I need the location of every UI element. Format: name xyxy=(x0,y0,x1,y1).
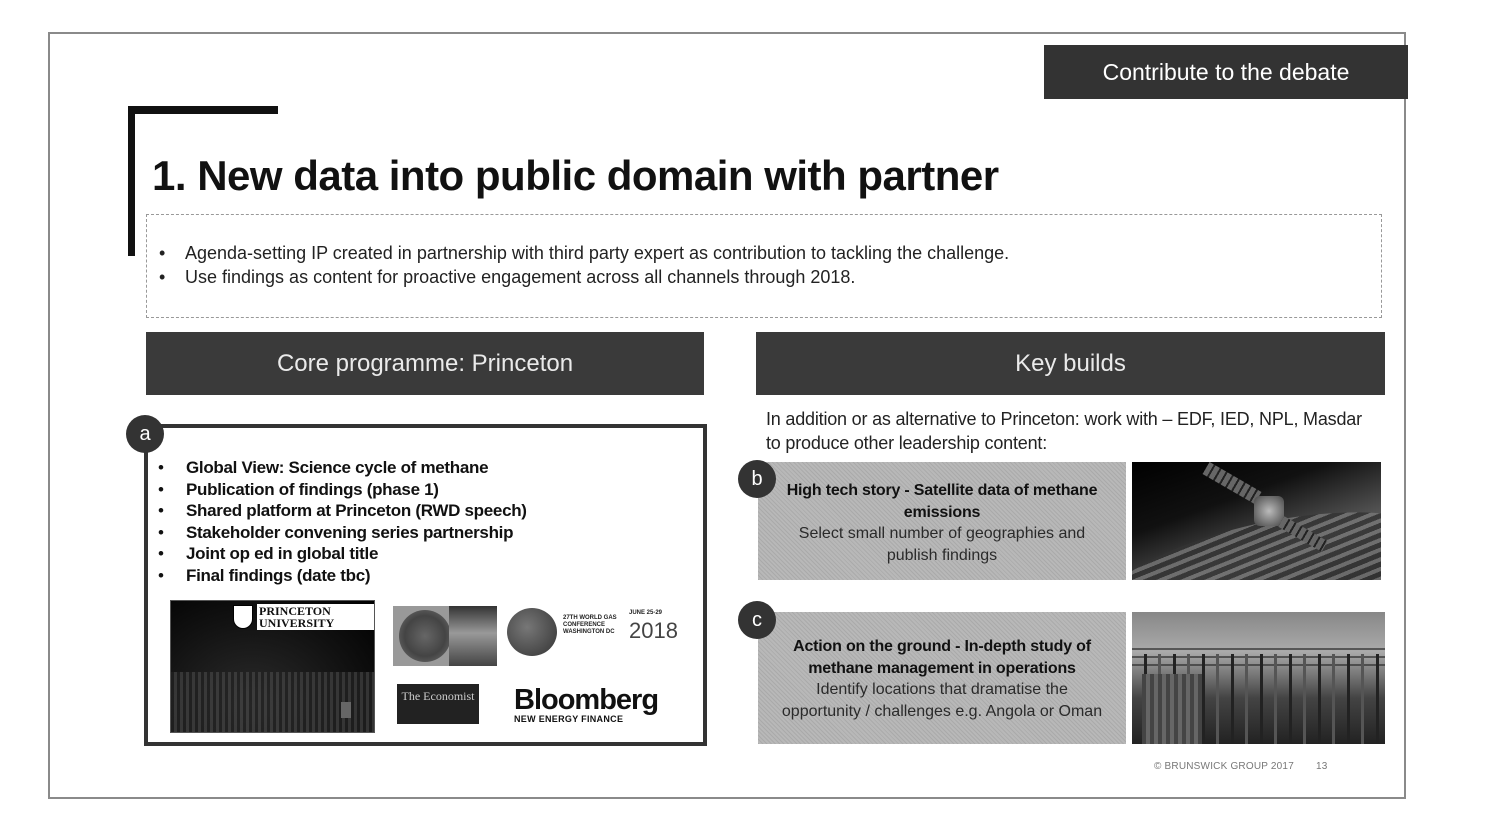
satellite-photo xyxy=(1132,462,1381,580)
satellite-icon xyxy=(1254,496,1284,526)
intro-item-text: Agenda-setting IP created in partnership with third party expert as contribution to tackling the challenge. xyxy=(185,243,1010,263)
bullet-icon: • xyxy=(158,565,164,585)
list-item xyxy=(158,500,527,522)
podium xyxy=(341,702,351,718)
marker-c: c xyxy=(738,601,776,639)
copyright: © BRUNSWICK GROUP 2017 xyxy=(1154,761,1294,772)
princeton-logo-text: PRINCETON UNIVERSITY xyxy=(257,604,374,630)
list-item-text: Stakeholder convening series partnership xyxy=(186,522,514,542)
list-item xyxy=(158,543,527,565)
marker-a: a xyxy=(126,415,164,453)
speaker-portrait xyxy=(449,606,497,666)
solar-panel xyxy=(1203,462,1262,504)
title-bracket-top xyxy=(128,106,278,114)
key-builds-bar: Key builds xyxy=(756,332,1385,395)
princeton-shield-icon xyxy=(233,605,253,629)
section-tag: Contribute to the debate xyxy=(1044,45,1408,99)
card-body: Select small number of geographies and publish findings xyxy=(798,525,1086,564)
list-item xyxy=(158,479,527,501)
core-programme-list xyxy=(158,457,527,587)
card-heading: High tech story - Satellite data of methane emissions xyxy=(786,482,1098,521)
globe-icon xyxy=(507,608,557,656)
bullet-icon: • xyxy=(158,522,164,542)
princeton-photo xyxy=(170,600,375,733)
bullet-icon: • xyxy=(158,458,164,477)
plant-tank xyxy=(1142,674,1202,744)
intro-item-text: Use findings as content for proactive engagement across all channels through 2018. xyxy=(185,267,856,287)
bullet-icon: • xyxy=(159,243,166,263)
list-item xyxy=(158,522,527,544)
economist-logo: The Economist xyxy=(397,684,479,724)
marker-b: b xyxy=(738,460,776,498)
page-number: 13 xyxy=(1315,761,1328,772)
speaker-photo xyxy=(393,606,497,666)
bullet-icon: • xyxy=(158,544,164,564)
bloomberg-logo xyxy=(514,686,674,724)
bullet-icon: • xyxy=(158,501,164,521)
card-satellite xyxy=(758,462,1126,580)
list-item-text: Joint op ed in global title xyxy=(186,544,379,564)
slide-title: 1. New data into public domain with partner xyxy=(152,152,999,199)
core-programme-bar: Core programme: Princeton xyxy=(146,332,704,395)
sun-icon xyxy=(399,610,451,662)
list-item-text: Publication of findings (phase 1) xyxy=(186,479,439,499)
industrial-plant-photo xyxy=(1132,612,1385,744)
intro-item xyxy=(159,265,1381,289)
card-body: Identify locations that dramatise the opportunity / challenges e.g. Angola or Oman xyxy=(781,681,1103,720)
title-bracket-side xyxy=(128,106,135,256)
bloomberg-subtitle: NEW ENERGY FINANCE xyxy=(514,714,624,724)
bullet-icon: • xyxy=(159,267,166,287)
slide xyxy=(48,32,1406,799)
bloomberg-wordmark: Bloomberg xyxy=(514,684,659,716)
bullet-icon: • xyxy=(158,479,164,499)
list-item-text: Global View: Science cycle of methane xyxy=(186,458,489,477)
list-item-text: Final findings (date tbc) xyxy=(186,565,371,585)
intro-box xyxy=(146,214,1382,318)
list-item-text: Shared platform at Princeton (RWD speech) xyxy=(186,501,527,521)
card-on-the-ground xyxy=(758,612,1126,744)
intro-item xyxy=(159,241,1381,265)
world-gas-conference-logo xyxy=(507,606,677,662)
card-heading: Action on the ground - In-depth study of methane management in operations xyxy=(793,638,1091,677)
key-builds-intro: In addition or as alternative to Princeton: work with – EDF, IED, NPL, Masdar to produce other leadership content: xyxy=(766,409,1362,453)
wgc-text: 27TH WORLD GAS CONFERENCE WASHINGTON DC xyxy=(563,615,617,635)
wgc-year: 2018 xyxy=(629,618,678,643)
list-item xyxy=(158,565,527,587)
wgc-dates: JUNE 25-29 xyxy=(629,610,663,616)
list-item xyxy=(158,457,527,479)
footer xyxy=(1154,761,1327,772)
